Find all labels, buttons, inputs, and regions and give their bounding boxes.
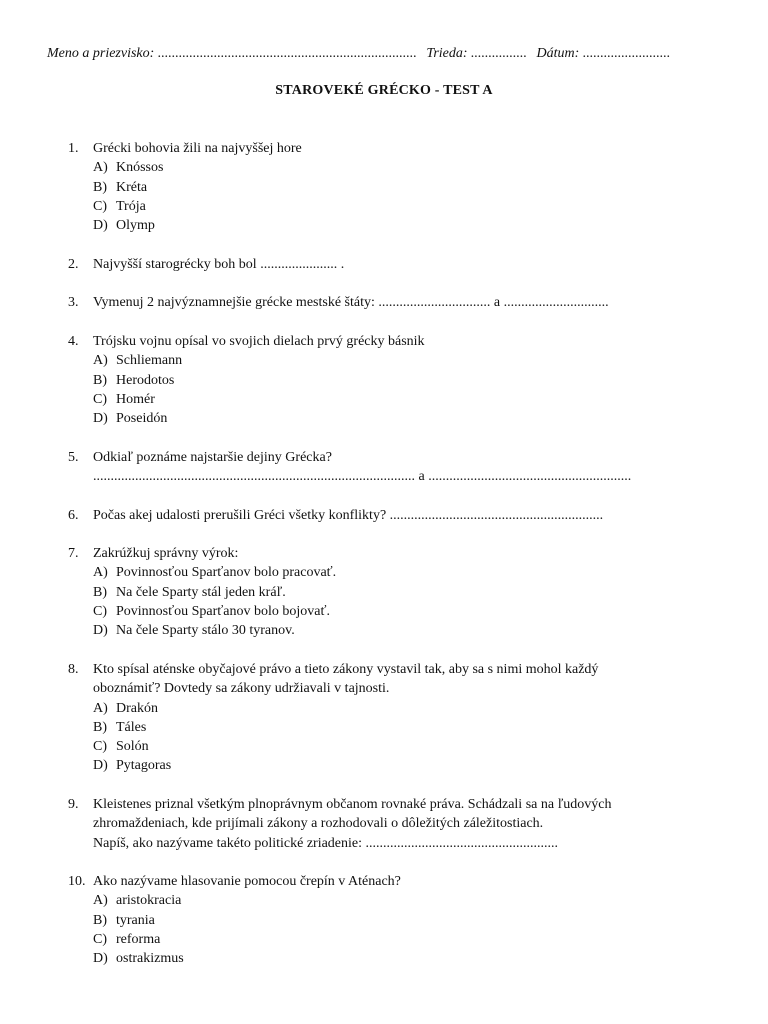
option-text: Kréta [116,179,148,195]
option-c[interactable] [68,390,728,409]
option-b[interactable] [68,583,728,602]
option-text: Solón [116,739,149,755]
option-a[interactable] [68,699,728,718]
option-letter: C) [93,931,107,947]
question-6[interactable] [68,506,728,525]
option-text: ostrakizmus [116,951,184,967]
question-text: Kto spísal aténske obyčajové právo a tieto zákony vystavil tak, aby sa s nimi mohol každý [93,662,599,677]
option-letter: A) [93,353,108,369]
option-c[interactable] [68,737,728,756]
question-number: 5. [68,450,79,465]
question-number: 1. [68,141,79,156]
option-text: Trója [116,198,146,214]
option-letter: C) [93,391,107,407]
question-9 [68,795,728,853]
option-letter: A) [93,565,108,581]
question-number: 8. [68,662,79,677]
option-letter: A) [93,700,108,716]
option-letter: A) [93,893,108,909]
option-letter: B) [93,719,107,735]
date-blank: ......................... [582,46,671,61]
question-5[interactable] [68,448,728,487]
option-letter: A) [93,160,108,176]
question-8 [68,660,728,776]
question-1 [68,139,728,235]
question-text: Počas akej udalosti prerušili Gréci všetky konflikty? ............................................................. [93,508,604,523]
option-b[interactable] [68,178,728,197]
answer-line[interactable]: ............................................................................................ a .......................................................... [93,469,632,485]
question-number: 6. [68,508,79,523]
option-letter: D) [93,411,108,427]
option-text: Poseidón [116,411,168,427]
option-letter: D) [93,218,108,234]
question-text: Trójsku vojnu opísal vo svojich dielach prvý grécky básnik [93,334,425,349]
option-a[interactable] [68,158,728,177]
option-c[interactable] [68,930,728,949]
option-b[interactable] [68,371,728,390]
option-c[interactable] [68,602,728,621]
question-text: Vymenuj 2 najvýznamnejšie grécke mestské štáty: ................................ a .............................. [93,295,609,310]
option-letter: B) [93,584,107,600]
class-blank: ................ [471,46,528,61]
question-4 [68,332,728,428]
question-text: Zakrúžkuj správny výrok: [93,546,239,561]
option-d[interactable] [68,409,728,428]
option-text: Drakón [116,700,158,716]
class-label: Trieda: [426,46,468,61]
option-text: tyrania [116,912,155,928]
option-b[interactable] [68,911,728,930]
question-number: 4. [68,334,79,349]
option-letter: D) [93,623,108,639]
option-d[interactable] [68,949,728,968]
option-a[interactable] [68,351,728,370]
question-text-continued: oboznámiť? Dovtedy sa zákony udržiavali v tajnosti. [93,681,390,697]
option-d[interactable] [68,621,728,640]
option-text: Povinnosťou Sparťanov bolo pracovať. [116,565,337,581]
answer-line[interactable]: Napíš, ako nazývame takéto politické zriadenie: ....................................................... [93,835,559,851]
option-letter: C) [93,603,107,619]
option-c[interactable] [68,197,728,216]
option-text: Homér [116,391,155,407]
option-d[interactable] [68,756,728,775]
option-text: Povinnosťou Sparťanov bolo bojovať. [116,603,330,619]
option-letter: C) [93,198,107,214]
question-3[interactable] [68,293,728,312]
option-text: aristokracia [116,893,182,909]
option-letter: B) [93,372,107,388]
option-letter: B) [93,912,107,928]
question-number: 9. [68,797,79,812]
option-letter: C) [93,739,107,755]
option-text: Pytagoras [116,758,172,774]
option-text: Herodotos [116,372,175,388]
option-text: Knóssos [116,160,164,176]
question-10 [68,872,728,968]
option-text: reforma [116,931,161,947]
option-a[interactable] [68,563,728,582]
question-number: 10. [68,874,86,889]
option-text: Schliemann [116,353,183,369]
student-header [47,44,727,63]
question-text: Ako nazývame hlasovanie pomocou črepín v Aténach? [93,874,401,889]
question-7 [68,544,728,640]
question-number: 3. [68,295,79,310]
question-text-continued: zhromaždeniach, kde prijímali zákony a rozhodovali o dôležitých záležitostiach. [93,816,544,832]
option-text: Táles [116,719,147,735]
option-b[interactable] [68,718,728,737]
date-label: Dátum: [536,46,580,61]
name-blank: .......................................................................... [157,46,417,61]
question-number: 2. [68,257,79,272]
option-text: Na čele Sparty stál jeden kráľ. [116,584,286,600]
question-text: Grécki bohovia žili na najvyššej hore [93,141,302,156]
option-text: Na čele Sparty stálo 30 tyranov. [116,623,295,639]
question-text: Najvyšší starogrécky boh bol ...................... . [93,257,345,272]
page-title: STAROVEKÉ GRÉCKO - TEST A [275,83,493,98]
option-letter: D) [93,758,108,774]
option-d[interactable] [68,216,728,235]
question-2[interactable] [68,255,728,274]
question-text: Odkiaľ poznáme najstaršie dejiny Grécka? [93,450,332,465]
name-label: Meno a priezvisko: [47,46,155,61]
question-number: 7. [68,546,79,561]
option-text: Olymp [116,218,155,234]
option-a[interactable] [68,891,728,910]
question-text: Kleistenes priznal všetkým plnoprávnym občanom rovnaké práva. Schádzali sa na ľudových [93,797,612,812]
option-letter: D) [93,951,108,967]
option-letter: B) [93,179,107,195]
